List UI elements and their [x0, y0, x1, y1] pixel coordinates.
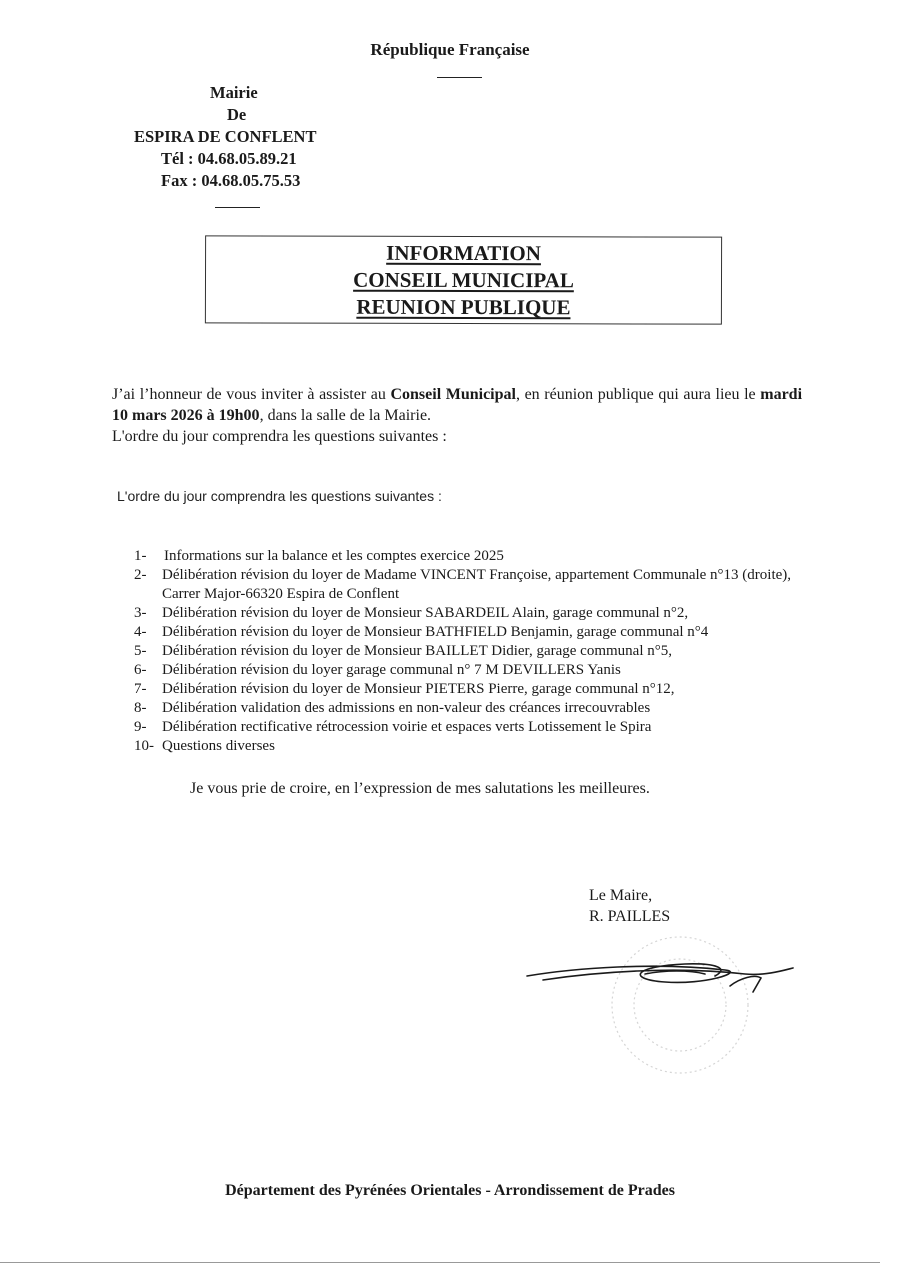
agenda-list — [134, 547, 806, 756]
header-divider — [437, 77, 482, 78]
intro-ordre: L'ordre du jour comprendra les questions suivantes : — [112, 428, 447, 445]
ordre-repeat: L'ordre du jour comprendra les questions suivantes : — [117, 488, 442, 504]
intro-text: , dans la salle de la Mairie. — [259, 407, 432, 424]
agenda-item-text: Délibération révision du loyer garage communal n° 7 M DEVILLERS Yanis — [162, 662, 621, 678]
signature-stamp-image — [515, 930, 805, 1090]
agenda-item-number: 2- — [134, 567, 147, 583]
closing-sentence: Je vous prie de croire, en l’expression de mes salutations les meilleures. — [190, 780, 650, 797]
agenda-item-text: Délibération rectificative rétrocession voirie et espaces verts Lotissement le Spira — [162, 719, 652, 735]
title-box — [205, 235, 722, 324]
agenda-item — [134, 566, 806, 604]
agenda-item — [134, 699, 806, 718]
agenda-item-number: 9- — [134, 719, 147, 735]
agenda-item-number: 10- — [134, 738, 154, 754]
mairie-block — [134, 82, 316, 192]
agenda-item-text: Délibération révision du loyer de Monsieur PIETERS Pierre, garage communal n°12, — [162, 681, 675, 697]
agenda-item — [134, 680, 806, 699]
agenda-item-number: 6- — [134, 662, 147, 678]
agenda-item-text: Délibération révision du loyer de Madame VINCENT Françoise, appartement Communale n°13 (droite), Carrer Major-66320 Espira de Conflent — [162, 567, 792, 602]
intro-text: J’ai l’honneur de vous inviter à assister au — [112, 386, 391, 403]
agenda-item-text: Délibération validation des admissions en non-valeur des créances irrecouvrables — [162, 700, 651, 716]
agenda-item-text: Délibération révision du loyer de Monsieur BAILLET Didier, garage communal n°5, — [162, 643, 672, 659]
agenda-item-number: 4- — [134, 624, 147, 640]
title-line-conseil: CONSEIL MUNICIPAL — [353, 267, 574, 293]
intro-paragraph — [112, 384, 802, 447]
agenda-item-text: Informations sur la balance et les comptes exercice 2025 — [164, 548, 504, 564]
agenda-item-number: 5- — [134, 643, 147, 659]
mairie-line: De — [227, 105, 247, 124]
mairie-line: Mairie — [210, 83, 258, 102]
signature-name: R. PAILLES — [589, 908, 671, 925]
agenda-item-number: 8- — [134, 700, 147, 716]
agenda-item — [134, 661, 806, 680]
agenda-item — [134, 642, 806, 661]
title-line-information: INFORMATION — [386, 240, 541, 266]
agenda-item-number: 3- — [134, 605, 147, 621]
title-line-reunion: REUNION PUBLIQUE — [356, 294, 571, 320]
signature-title: Le Maire, — [589, 887, 653, 904]
mairie-phone: Tél : 04.68.05.89.21 — [161, 149, 297, 168]
agenda-item — [134, 718, 806, 737]
handwritten-signature — [527, 964, 793, 992]
agenda-item-text: Délibération révision du loyer de Monsieur SABARDEIL Alain, garage communal n°2, — [162, 605, 689, 621]
footer-department: Département des Pyrénées Orientales - Arrondissement de Prades — [225, 1182, 675, 1199]
intro-text: , en réunion publique qui aura lieu le — [515, 386, 761, 403]
mairie-fax: Fax : 04.68.05.75.53 — [161, 171, 301, 190]
agenda-item-number: 1- — [134, 548, 147, 564]
agenda-item — [134, 623, 806, 642]
agenda-item — [134, 737, 806, 756]
signature-block — [589, 885, 670, 927]
agenda-item — [134, 604, 806, 623]
agenda-item — [134, 547, 806, 566]
mairie-divider — [215, 207, 260, 208]
agenda-item-text: Délibération révision du loyer de Monsieur BATHFIELD Benjamin, garage communal n°4 — [162, 624, 709, 640]
agenda-item-text: Questions diverses — [162, 738, 275, 754]
intro-bold-conseil: Conseil Municipal — [390, 386, 516, 403]
header-country: République Française — [370, 40, 530, 59]
page-bottom-rule — [0, 1262, 880, 1263]
intro-bold-date: mardi 10 mars 2026 à 19h00 — [112, 386, 803, 424]
mairie-commune: ESPIRA DE CONFLENT — [134, 127, 317, 146]
official-stamp — [612, 937, 748, 1073]
agenda-item-number: 7- — [134, 681, 147, 697]
